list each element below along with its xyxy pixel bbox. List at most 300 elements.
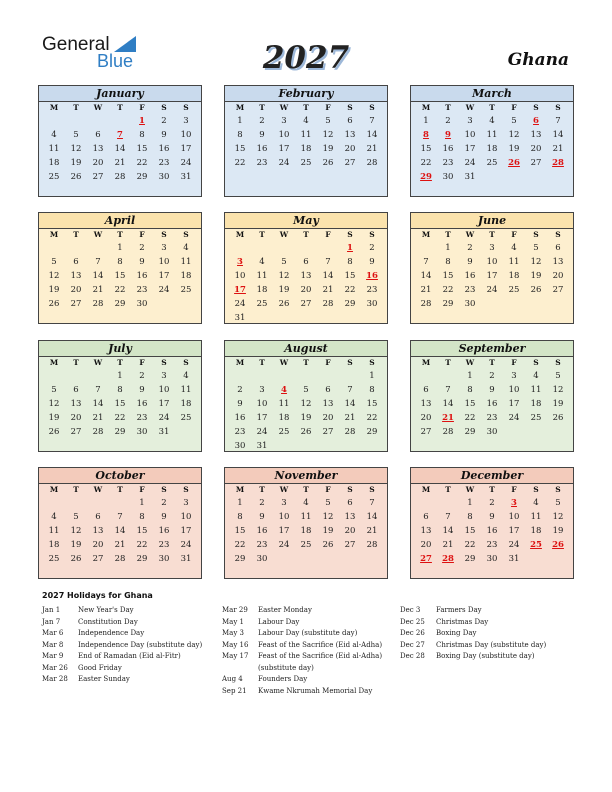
weekday-label: T <box>303 358 309 367</box>
day-cell <box>525 552 547 566</box>
day-cell: 31 <box>464 172 476 182</box>
weekday-label: W <box>279 485 289 494</box>
weekday-label: T <box>445 485 451 494</box>
holiday-date: Jan 1 <box>42 606 61 614</box>
day-cell: 11 <box>256 271 268 281</box>
holiday-item <box>222 605 397 617</box>
week-row <box>411 496 573 510</box>
holiday-day-cell: 21 <box>442 413 454 423</box>
day-cell: 27 <box>344 540 356 550</box>
day-cell: 20 <box>70 413 82 423</box>
day-cell: 12 <box>552 512 564 522</box>
holiday-name: Labour Day (substitute day) <box>258 629 358 637</box>
holiday-date: Mar 28 <box>42 675 68 683</box>
weekday-label: W <box>465 103 475 112</box>
day-cell: 6 <box>347 498 353 508</box>
logo-text-general: General <box>42 34 110 55</box>
month-january <box>38 85 202 197</box>
day-cell <box>437 369 459 383</box>
day-cell: 30 <box>136 299 148 309</box>
day-cell: 8 <box>347 257 353 267</box>
day-cell: 27 <box>420 427 432 437</box>
holiday-item <box>222 617 397 629</box>
day-cell: 21 <box>92 413 104 423</box>
day-cell: 22 <box>442 285 454 295</box>
day-cell <box>65 369 87 383</box>
week-row <box>39 156 201 170</box>
holiday-item <box>400 640 575 652</box>
day-cell: 6 <box>423 512 429 522</box>
day-cell <box>295 552 317 566</box>
holiday-date: May 17 <box>222 652 249 660</box>
day-cell: 23 <box>256 540 268 550</box>
weekday-label: T <box>117 485 123 494</box>
weekday-label: W <box>93 485 103 494</box>
day-cell: 15 <box>464 399 476 409</box>
weekday-label: T <box>73 230 79 239</box>
day-cell: 8 <box>237 512 243 522</box>
holiday-date: Aug 4 <box>222 675 243 683</box>
holiday-item <box>222 651 397 674</box>
day-cell: 18 <box>256 285 268 295</box>
day-cell: 20 <box>420 540 432 550</box>
day-cell: 21 <box>420 285 432 295</box>
month-title: June <box>411 213 573 229</box>
day-cell: 3 <box>161 243 167 253</box>
day-cell: 1 <box>117 243 123 253</box>
week-row <box>39 297 201 311</box>
day-cell: 18 <box>48 158 60 168</box>
day-cell: 14 <box>442 526 454 536</box>
day-cell: 13 <box>300 271 312 281</box>
day-cell: 18 <box>300 526 312 536</box>
weekday-label: F <box>511 358 517 367</box>
holiday-date: Dec 25 <box>400 617 425 626</box>
day-cell <box>273 311 295 325</box>
day-cell: 7 <box>325 257 331 267</box>
day-cell: 15 <box>114 271 126 281</box>
day-cell: 31 <box>180 172 192 182</box>
day-cell <box>251 241 273 255</box>
day-cell: 27 <box>92 172 104 182</box>
holiday-item <box>400 651 575 663</box>
day-cell: 29 <box>114 427 126 437</box>
day-cell: 20 <box>92 158 104 168</box>
day-cell: 13 <box>420 399 432 409</box>
day-cell <box>547 425 569 439</box>
day-cell: 19 <box>48 413 60 423</box>
day-cell: 11 <box>180 257 192 267</box>
day-cell: 25 <box>48 172 60 182</box>
day-cell: 22 <box>136 158 148 168</box>
day-cell: 25 <box>530 413 542 423</box>
day-cell: 15 <box>344 271 356 281</box>
day-cell: 27 <box>322 427 334 437</box>
day-cell: 22 <box>114 413 126 423</box>
day-cell: 8 <box>467 512 473 522</box>
day-cell: 12 <box>322 512 334 522</box>
day-cell: 10 <box>180 512 192 522</box>
day-cell: 2 <box>259 498 265 508</box>
day-cell: 7 <box>369 116 375 126</box>
day-cell: 1 <box>467 498 473 508</box>
holiday-name: Christmas Day <box>436 617 489 626</box>
day-cell <box>175 297 197 311</box>
day-cell: 5 <box>281 257 287 267</box>
holiday-name: Labour Day <box>258 617 300 626</box>
day-cell: 13 <box>530 130 542 140</box>
day-cell: 1 <box>117 371 123 381</box>
day-cell <box>43 241 65 255</box>
week-row <box>411 255 573 269</box>
day-cell: 10 <box>486 257 498 267</box>
day-cell: 21 <box>366 526 378 536</box>
day-cell <box>547 170 569 184</box>
day-cell: 27 <box>70 427 82 437</box>
day-cell: 24 <box>180 158 192 168</box>
day-cell: 22 <box>464 413 476 423</box>
weekday-label: S <box>555 103 561 112</box>
holiday-name: Founders Day <box>258 675 308 683</box>
day-cell <box>295 241 317 255</box>
holiday-day-cell: 27 <box>420 554 432 564</box>
holiday-item <box>42 617 217 629</box>
week-row <box>411 269 573 283</box>
day-cell: 1 <box>467 371 473 381</box>
day-cell: 6 <box>95 512 101 522</box>
week-row <box>225 538 387 552</box>
day-cell: 19 <box>70 158 82 168</box>
day-cell: 19 <box>322 526 334 536</box>
day-cell: 18 <box>486 144 498 154</box>
day-cell: 1 <box>237 116 243 126</box>
weekday-label: S <box>161 358 167 367</box>
day-cell: 9 <box>161 512 167 522</box>
weekday-label: M <box>235 485 245 494</box>
day-cell: 12 <box>300 399 312 409</box>
day-cell: 27 <box>344 158 356 168</box>
week-row <box>411 524 573 538</box>
holiday-date: Mar 6 <box>42 629 64 637</box>
holiday-name: Boxing Day (substitute day) <box>436 652 535 660</box>
weekday-header <box>225 357 387 369</box>
day-cell: 24 <box>256 427 268 437</box>
holiday-name: Easter Sunday <box>78 675 130 683</box>
day-cell <box>339 311 361 325</box>
day-cell: 7 <box>347 385 353 395</box>
day-cell: 2 <box>369 243 375 253</box>
holiday-item <box>400 628 575 640</box>
day-cell <box>175 425 197 439</box>
day-cell: 23 <box>486 540 498 550</box>
week-row <box>225 114 387 128</box>
weekday-label: F <box>139 230 145 239</box>
holiday-name: Constitution Day <box>78 617 138 626</box>
month-title: July <box>39 341 201 357</box>
day-cell <box>229 241 251 255</box>
weekday-label: T <box>73 103 79 112</box>
weekday-label: T <box>489 230 495 239</box>
day-cell: 22 <box>136 540 148 550</box>
day-cell: 5 <box>51 257 57 267</box>
holiday-day-cell: 6 <box>533 116 539 126</box>
weekday-label: F <box>511 103 517 112</box>
day-cell: 3 <box>489 243 495 253</box>
day-cell: 11 <box>48 144 60 154</box>
day-cell: 8 <box>445 257 451 267</box>
week-row <box>225 311 387 325</box>
holiday-date: Dec 27 <box>400 640 425 649</box>
holiday-day-cell: 26 <box>508 158 520 168</box>
day-cell: 13 <box>92 526 104 536</box>
week-row <box>39 496 201 510</box>
day-cell: 4 <box>533 498 539 508</box>
weekday-label: S <box>555 485 561 494</box>
day-cell: 20 <box>92 540 104 550</box>
day-cell: 28 <box>114 554 126 564</box>
day-cell: 22 <box>114 285 126 295</box>
week-row <box>225 283 387 297</box>
day-cell: 17 <box>278 526 290 536</box>
day-cell: 10 <box>508 385 520 395</box>
day-cell <box>317 552 339 566</box>
holiday-date: Mar 29 <box>222 606 248 614</box>
day-cell: 22 <box>420 158 432 168</box>
day-cell: 25 <box>48 554 60 564</box>
day-cell: 18 <box>180 271 192 281</box>
day-cell: 14 <box>344 399 356 409</box>
weekday-label: S <box>161 485 167 494</box>
day-cell: 5 <box>511 116 517 126</box>
day-cell: 19 <box>508 144 520 154</box>
holiday-day-cell: 8 <box>423 130 429 140</box>
day-cell: 23 <box>442 158 454 168</box>
weekday-header <box>411 484 573 496</box>
day-cell: 5 <box>73 512 79 522</box>
day-cell: 23 <box>366 285 378 295</box>
holiday-item <box>222 640 397 652</box>
weekday-label: T <box>303 103 309 112</box>
day-cell: 11 <box>486 130 498 140</box>
day-cell: 30 <box>158 172 170 182</box>
day-cell <box>503 297 525 311</box>
day-cell: 30 <box>366 299 378 309</box>
day-cell: 31 <box>234 313 246 323</box>
week-row <box>225 269 387 283</box>
week-row <box>225 397 387 411</box>
holiday-item <box>400 605 575 617</box>
holiday-day-cell: 26 <box>552 540 564 550</box>
day-cell: 22 <box>366 413 378 423</box>
week-row <box>411 128 573 142</box>
day-cell <box>503 170 525 184</box>
week-row <box>411 552 573 566</box>
day-cell: 23 <box>486 413 498 423</box>
day-cell: 26 <box>278 299 290 309</box>
day-cell: 3 <box>183 116 189 126</box>
day-cell <box>525 297 547 311</box>
day-cell: 4 <box>51 512 57 522</box>
day-cell: 24 <box>180 540 192 550</box>
holiday-item <box>222 674 397 686</box>
day-cell: 2 <box>237 385 243 395</box>
day-cell: 14 <box>420 271 432 281</box>
day-cell: 17 <box>158 271 170 281</box>
week-row <box>411 397 573 411</box>
logo-text-blue: Blue <box>97 51 134 71</box>
day-cell: 5 <box>555 498 561 508</box>
week-row <box>411 369 573 383</box>
week-row <box>225 255 387 269</box>
weekday-label: S <box>533 103 539 112</box>
weekday-header <box>39 357 201 369</box>
day-cell <box>361 311 383 325</box>
holidays-title: 2027 Holidays for Ghana <box>42 591 153 600</box>
day-cell: 21 <box>552 144 564 154</box>
day-cell: 23 <box>136 413 148 423</box>
day-cell: 30 <box>464 299 476 309</box>
day-cell: 24 <box>158 413 170 423</box>
day-cell: 26 <box>322 540 334 550</box>
day-cell: 7 <box>555 116 561 126</box>
day-cell: 3 <box>467 116 473 126</box>
week-row <box>39 114 201 128</box>
day-cell: 23 <box>256 158 268 168</box>
month-march <box>410 85 574 197</box>
day-cell: 13 <box>420 526 432 536</box>
weekday-label: M <box>235 103 245 112</box>
holiday-name: Boxing Day <box>436 629 477 637</box>
day-cell: 8 <box>139 130 145 140</box>
day-cell: 28 <box>420 299 432 309</box>
weekday-label: M <box>421 485 431 494</box>
day-cell: 17 <box>278 144 290 154</box>
month-october <box>38 467 202 579</box>
day-cell: 31 <box>158 427 170 437</box>
day-cell: 22 <box>234 540 246 550</box>
day-cell: 2 <box>489 498 495 508</box>
holiday-column <box>400 605 575 663</box>
day-cell: 29 <box>464 554 476 564</box>
day-cell: 29 <box>136 172 148 182</box>
day-cell: 19 <box>530 271 542 281</box>
day-cell <box>295 439 317 453</box>
day-cell: 28 <box>366 540 378 550</box>
weekday-label: S <box>183 485 189 494</box>
day-cell: 28 <box>114 172 126 182</box>
day-cell: 29 <box>442 299 454 309</box>
holiday-day-cell: 4 <box>281 385 287 395</box>
weekday-label: S <box>533 485 539 494</box>
day-cell: 22 <box>464 540 476 550</box>
week-row <box>39 255 201 269</box>
weekday-label: F <box>511 230 517 239</box>
week-row <box>39 524 201 538</box>
weekday-label: M <box>421 103 431 112</box>
day-cell: 19 <box>300 413 312 423</box>
week-row <box>411 170 573 184</box>
day-cell: 16 <box>158 144 170 154</box>
day-cell: 11 <box>530 512 542 522</box>
day-cell: 14 <box>114 144 126 154</box>
weekday-label: M <box>421 230 431 239</box>
month-september <box>410 340 574 452</box>
week-row <box>411 241 573 255</box>
holiday-day-cell: 3 <box>511 498 517 508</box>
day-cell: 30 <box>442 172 454 182</box>
weekday-header <box>39 102 201 114</box>
day-cell: 18 <box>278 413 290 423</box>
holiday-date: Mar 8 <box>42 640 64 649</box>
day-cell: 31 <box>256 441 268 451</box>
weekday-label: F <box>325 358 331 367</box>
weekday-label: F <box>325 485 331 494</box>
weekday-label: W <box>465 485 475 494</box>
holiday-day-cell: 28 <box>552 158 564 168</box>
day-cell: 17 <box>486 271 498 281</box>
week-row <box>225 496 387 510</box>
day-cell: 1 <box>445 243 451 253</box>
day-cell: 18 <box>530 526 542 536</box>
day-cell: 12 <box>508 130 520 140</box>
day-cell: 15 <box>464 526 476 536</box>
day-cell: 15 <box>114 399 126 409</box>
day-cell: 18 <box>530 399 542 409</box>
day-cell: 30 <box>158 554 170 564</box>
weekday-label: F <box>325 103 331 112</box>
day-cell: 9 <box>489 512 495 522</box>
weekday-header <box>225 229 387 241</box>
day-cell: 2 <box>139 243 145 253</box>
weekday-header <box>225 484 387 496</box>
day-cell: 29 <box>464 427 476 437</box>
holiday-day-cell: 1 <box>347 243 353 253</box>
week-row <box>411 114 573 128</box>
weekday-label: W <box>93 358 103 367</box>
day-cell: 20 <box>344 526 356 536</box>
day-cell <box>361 552 383 566</box>
holiday-column <box>222 605 397 697</box>
day-cell: 3 <box>161 371 167 381</box>
month-december <box>410 467 574 579</box>
day-cell: 20 <box>344 144 356 154</box>
day-cell: 23 <box>158 158 170 168</box>
day-cell: 2 <box>489 371 495 381</box>
day-cell: 24 <box>486 285 498 295</box>
day-cell: 19 <box>48 285 60 295</box>
holiday-name: Easter Monday <box>258 606 312 614</box>
holiday-day-cell: 1 <box>139 116 145 126</box>
day-cell: 16 <box>256 144 268 154</box>
weekday-label: S <box>369 230 375 239</box>
day-cell: 12 <box>278 271 290 281</box>
day-cell <box>525 425 547 439</box>
day-cell <box>339 369 361 383</box>
day-cell: 3 <box>183 498 189 508</box>
weekday-label: S <box>369 485 375 494</box>
day-cell: 18 <box>300 144 312 154</box>
day-cell: 27 <box>70 299 82 309</box>
day-cell: 6 <box>325 385 331 395</box>
day-cell: 26 <box>322 158 334 168</box>
day-cell: 25 <box>180 285 192 295</box>
day-cell <box>87 114 109 128</box>
holiday-name: Feast of the Sacrifice (Eid al-Adha) (substitute day) <box>258 652 383 672</box>
week-row <box>39 142 201 156</box>
week-row <box>39 397 201 411</box>
day-cell <box>109 496 131 510</box>
day-cell: 6 <box>347 116 353 126</box>
